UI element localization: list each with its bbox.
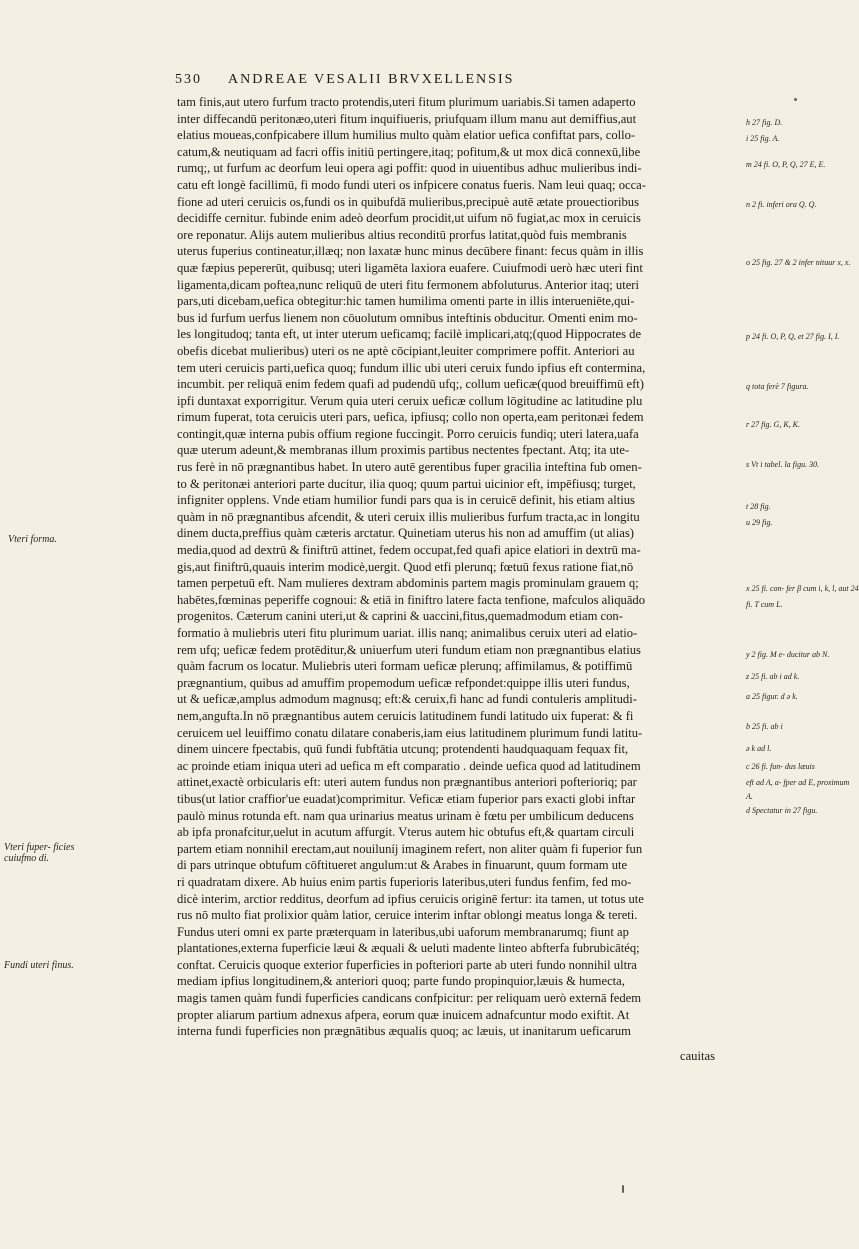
margin-note: eft ad A, a- fper ad E, proximum [746,778,850,787]
margin-note: p 24 fi. O, P, Q, et 27 fig. I, I. [746,332,840,341]
margin-note: o 25 fig. 27 & 2 infer nituur x, x. [746,258,851,267]
text-line: tem uteri ceruicis parti,uefica quoq; fundum illic ubi uteri ceruix fundo ipfius eft contermina, [177,360,646,375]
text-line: pars,uti dicebam,uefica obtegitur:hic tamen humilima omenti parte in illis interueniēte,qui- [177,294,635,309]
text-line: dicè interim, arctior redditus, deorfum ad ipfius ceruicis originē fertur: ita tamen, ut totus ute [177,891,644,906]
text-line: contingit,quæ interna pubis offium regione fuccingit. Porro ceruicis fundiq; uteri latera,uafa [177,426,639,441]
margin-note: y 2 fig. M e- ducitur ab N. [746,650,830,659]
margin-note: fi. T cum L. [746,600,783,609]
margin-note: q tota ferè 7 figura. [746,382,809,391]
ink-speck [794,98,797,101]
text-line: dinem uincere fpectabis, quū fundi fubftātia utcunq; protendenti haudquaquam fequax fit, [177,742,629,757]
text-line: inter diffecandū peritonæo,uteri fitum inquifiueris, priufquam illum manu aut demiffius,aut [177,111,637,126]
text-line: ligamenta,dicam poftea,nunc reliquū de uteri fitu fermonem abfoluturus. Anterior itaq; uteri [177,277,639,292]
text-line: tamen perpetuū eft. Nam mulieres dextram abdominis partem magis prominulam grauem q; [177,576,639,591]
margin-note: ǝ k ad l. [746,744,772,753]
margin-note: z 25 fi. ab i ad k. [746,672,800,681]
text-line: ore reponatur. Alijs autem mulieribus altius reconditū prorfus latitat,quòd fuis membranis [177,227,627,242]
text-line: di pars utrinque obtufum cōftitueret angulum:ut & Arabes in finuarunt, quum formam ute [177,858,628,873]
running-header [175,72,755,88]
text-line: habētes,fœminas peperiffe cognoui: & etiā in finiftro latere facta tenfione, mafculos aliquādo [177,592,646,607]
text-line: attinet,exactè orbicularis eft: uteri autem fundus non prægnantibus anteriori pofterioriq; par [177,775,637,790]
text-line: catu eft longè facillimū, fi modo fundi uteri os infpicere conatus fueris. Nam leui quaq; occa- [177,177,646,192]
margin-note: s Vt i tabel. la figu. 30. [746,460,820,469]
text-line: dinem ducta,preffius quàm cæteris arctatur. Quinetiam uterus his non ad amuffim (ut alias) [177,526,634,541]
text-line: infigniter opplens. Vnde etiam humilior fundi pars qua is in ceruicē definit, his etiam altius [177,493,635,508]
text-line: fione ad uteri ceruicis os,fundi os in quibufdā mulieribus,precipuè autē ætate prouectioribus [177,194,639,209]
text-line: quæ fæpius pepererūt, quibusq; uteri ligamēta laxiora euafere. Cuiufmodi uerò hæc uteri fint [177,260,643,275]
text-line: rem ufq; ueficæ fedem protēditur,& uniuerfum uteri fundum etiam non prægnantibus elatius [177,642,641,657]
text-line: ac proinde etiam iniqua uteri ad uefica m eft comparatio . deinde uefica quod ad latitudinem [177,758,641,773]
text-line: obefis dicebat mulieribus) uteri os ne aptè cōcipiant,leuiter comprimere poffit. Anteriori au [177,343,635,358]
margin-note: d Spectatur in 27 figu. [746,806,818,815]
text-line: uterus fuperius contineatur,illæq; non laxatæ hunc minus decūbere finant: fecus quàm in illis [177,244,644,259]
margin-note: r 27 fig. G, K, K. [746,420,801,429]
margin-note: m 24 fi. O, P, Q, 27 E, E. [746,160,826,169]
text-line: nem,angufta.In nō prægnantibus autem ceruicis latitudinem fundi latitudo uix fuperat: & fi [177,708,634,723]
margin-note: a 25 figur. d ǝ k. [746,692,798,701]
text-line: tam finis,aut utero furfum tracto protendis,uteri fitum plurimum uariabis.Si tamen adaperto [177,95,636,109]
text-line: Fundus uteri omni ex parte præterquam in lateribus,ubi uaforum membranarumq; fiunt ap [177,924,629,939]
margin-note: A. [746,792,753,801]
text-line: ri quadratam dixere. Ab huius enim partis fuperioris lateribus,uteri fundus fenfim, fed mo- [177,874,632,889]
text-line: quæ uterum adeunt,& membranas illum proximis partibus nectentes fpectant. Atq; ita ute- [177,443,630,458]
text-line: ut & ueficæ,amplus admodum magnusq; eft:& ceruix,fi hanc ad fundi contuleris amplitudi- [177,692,637,707]
margin-note: i 25 fig. A. [746,134,780,143]
side-heading: Fundi uteri finus. [4,960,74,971]
text-line: ab ipfa pronafcitur,uelut in acutum affurgit. Vterus autem hic obtufus eft,& quartam circuli [177,825,635,840]
text-line: rumq;, ut furfum ac deorfum leui opera agi poffit: quod in uiuentibus adhuc mulieribus indi- [177,161,642,176]
text-line: gis,aut finiftrū,quauis interim modicè,uergit. Quod etfi plerunq; fœtuū fexus ratione fiat,nō [177,559,634,574]
side-heading: Vteri fuper- ficies cuiufmo di. [4,842,75,864]
text-line: quàm in nō prægnantibus afcendit, & uteri ceruix illis mulieribus furfum tracta,ac in longitu [177,509,640,524]
text-line: interna fundi fuperficies non prægnātibus æqualis quoq; ac læuis, ut inanitarum ueficarum [177,1024,631,1039]
side-heading: Vteri forma. [8,534,57,545]
text-line: decidiffe cernitur. fubinde enim adeò deorfum procidit,ut uifum nō fugiat,ac mox in ceruicis [177,211,641,226]
ink-speck [622,1185,624,1193]
text-line: paulò minus rotunda eft. nam qua urinarius meatus urinam è fœtu per umbilicum deducens [177,808,634,823]
main-text-block [177,94,737,1040]
text-line: rus nō multo fiat prolixior quàm latior, ceruice interim inftar oblongi meatus longa & tereti. [177,908,638,923]
text-line: ceruicem uel leuiffimo conatu dilatare conaberis,iam eius latitudinem plurimum fundi latitu- [177,725,643,740]
text-line: plantationes,externa fuperficie læui & æquali & ueluti madente linteo abfterfa fubrubicātéq; [177,941,640,956]
text-line: conftat. Ceruicis quoque exterior fuperficies in pofteriori parte ab uteri fundo nonnihil ultra [177,957,637,972]
text-line: catum,& neutiquam ad facri offis initiū pertingere,itaq; pofitum,& ut mox dicā connexū,libe [177,144,641,159]
text-line: les longitudoq; tanta eft, ut inter uterum ueficamq; facilè implicari,atq;(quod Hippocrates de [177,327,642,342]
text-line: mediam ipfius longitudinem,& anteriori quoq; parte fundo propinquior,læuis & humecta, [177,974,625,989]
margin-note: u 29 fig. [746,518,773,527]
text-line: incumbit. per reliquā enim fedem quafi ad pudendū ufq;, collum ueficæ(quod breuiffimū eft) [177,377,644,392]
margin-note: n 2 fi. inferi ora Q. Q. [746,200,817,209]
text-line: rimum fuperat, tota ceruicis uteri pars, uefica, ipfiusq; collo non operta,eam peritonæi fedem [177,410,644,425]
text-line: propter aliarum partium adnexus afpera, eorum quæ inuicem adnafcuntur modo exiftit. At [177,1007,630,1022]
running-title: ANDREAE VESALII BRVXELLENSIS [228,72,515,87]
page-number: 530 [175,72,202,87]
text-line: formatio à muliebris uteri fitu plurimum uariat. illis nanq; animalibus ceruix uteri ad elatio- [177,626,638,640]
text-line: rus ferè in nō prægnantibus habet. In utero autē gerentibus fuper gracilia inteftina fub omen- [177,460,642,475]
text-line: prægnantium, quibus ad amuffim propemodum ueficæ refpondet:quippe illis uteri fundus, [177,675,630,690]
margin-note: c 26 fi. fun- dus læuis [746,762,815,771]
text-line: media,quod ad dextrū & finiftrū attinet, fedem occupat,fed quafi apice elatiori in dextrū ma- [177,543,641,558]
text-line: elatius moueas,confpicabere illum humilius multo quàm elatior uefica confiftat pars, collo- [177,128,636,143]
catchword: cauitas [680,1049,715,1063]
text-line: tibus(ut latior craffior'ue euadat)comprimitur. Veficæ etiam fuperior pars exacti globi inftar [177,791,636,806]
margin-note: t 28 fig. [746,502,771,511]
text-line: magis tamen quàm fundi fuperficies candicans confpicitur: per reliquam uerò externā fedem [177,991,642,1006]
text-line: progenitos. Cæterum canini uteri,ut & caprini & uaccini,fitus,quemadmodum etiam con- [177,609,623,624]
text-line: quàm facrum os locatur. Muliebris uteri formam ueficæ plerunq; affimilamus, & potiffimū [177,659,633,674]
text-line: partem etiam nonnihil erectam,aut nouiluníj imaginem refert, non aliter quàm fi fuperior fun [177,841,643,856]
margin-note: x 25 fi. con- fer β cum i, k, l, aut 24 [746,584,859,593]
text-line: ipfi duntaxat exporrigitur. Verum quia uteri ceruix ueficæ collum lōgitudine ac latitudine plu [177,393,643,408]
margin-note: h 27 fig. D. [746,118,783,127]
margin-note: b 25 fi. ab i [746,722,783,731]
text-line: bus id furfum uerfus lienem non cōuolutum omnibus inteftinis obducitur. Omenti enim mo- [177,310,638,325]
text-line: to & peritonæi anteriori parte ducitur, ilia quoq; quum partui uicinior eft, impēfiusq; turget, [177,476,636,491]
